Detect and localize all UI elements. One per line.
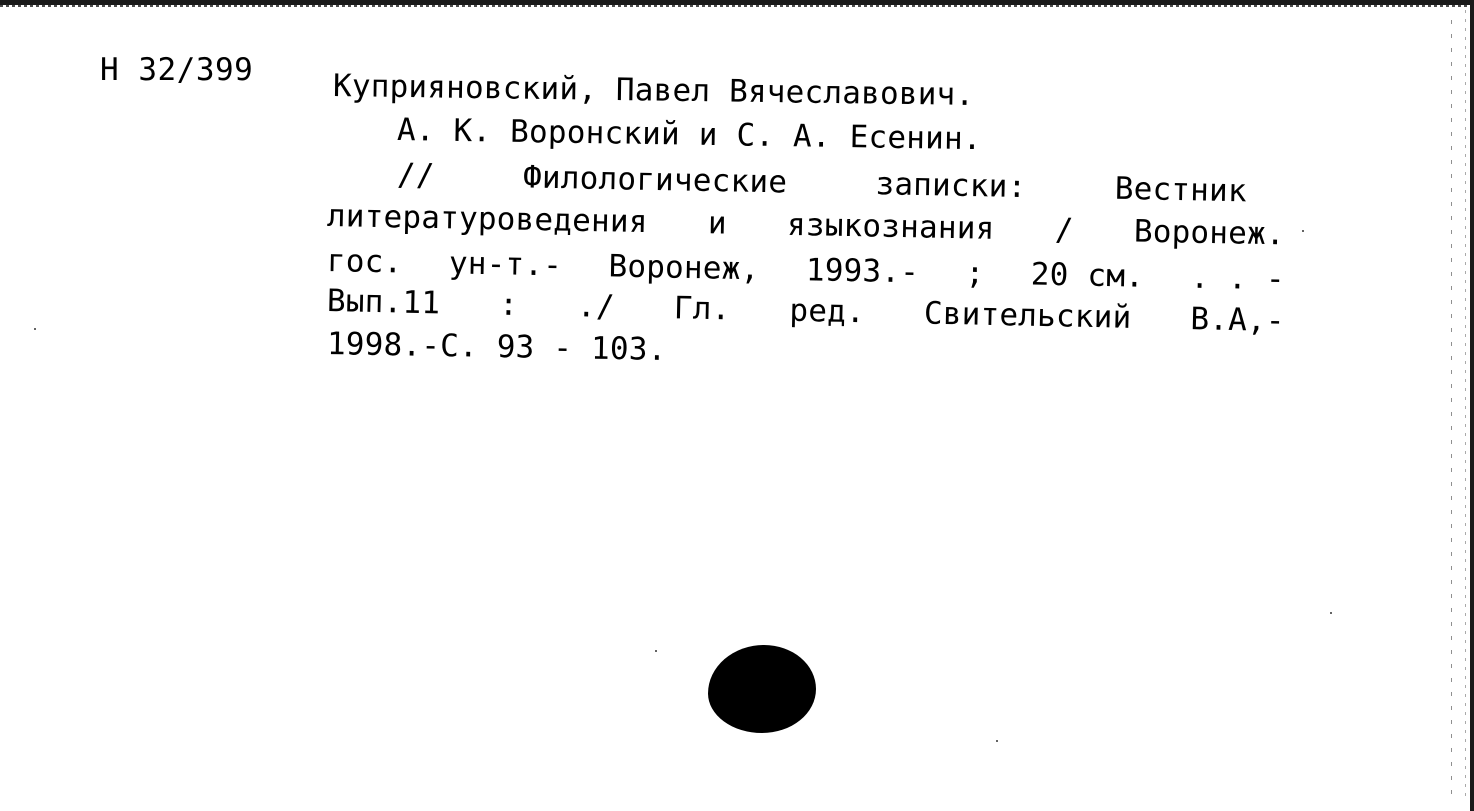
publication-word: 20 см.	[1030, 256, 1145, 295]
publication-word: 1993.-	[805, 252, 920, 291]
publication-word: гос.	[326, 243, 403, 281]
source-word: и	[707, 205, 728, 242]
issue-word: Свительский	[923, 295, 1132, 336]
pages-line: 1998.-С. 93 - 103.	[326, 326, 667, 368]
scan-speck	[996, 740, 998, 742]
card-right-border	[1470, 0, 1474, 811]
source-word: //	[396, 157, 436, 194]
card-right-edge-noise-2	[1465, 10, 1466, 800]
publication-word: Воронеж,	[608, 248, 760, 288]
source-word: языкознания	[786, 206, 995, 247]
author-line: Куприяновский, Павел Вячеславович.	[332, 68, 975, 113]
source-word: Воронеж.	[1133, 213, 1286, 253]
issue-word: Гл.	[673, 290, 731, 328]
issue-word: ред.	[789, 292, 866, 331]
card-top-border-texture	[0, 5, 1474, 7]
publication-word: ун-т.-	[448, 245, 563, 284]
title-line: А. К. Воронский и С. А. Есенин.	[396, 112, 982, 158]
source-word: /	[1054, 211, 1074, 249]
issue-word: Вып.11	[326, 283, 441, 322]
issue-word: :	[498, 286, 519, 323]
card-right-edge-noise	[1451, 20, 1452, 800]
scan-speck	[655, 650, 657, 652]
issue-word: ./	[576, 288, 616, 326]
source-word: литературоведения	[326, 198, 648, 241]
publication-word: . . -	[1190, 259, 1286, 298]
scan-speck	[1302, 230, 1304, 232]
card-punch-hole	[708, 645, 816, 733]
issue-word: В.А,-	[1190, 301, 1286, 340]
source-word: Вестник	[1114, 170, 1248, 210]
scan-speck	[1330, 612, 1332, 614]
scan-speck	[34, 328, 36, 330]
source-word: Филологические	[522, 159, 788, 201]
publication-word: ;	[965, 255, 985, 292]
call-number: Н 32/399	[100, 52, 254, 88]
source-word: записки:	[875, 166, 1027, 206]
